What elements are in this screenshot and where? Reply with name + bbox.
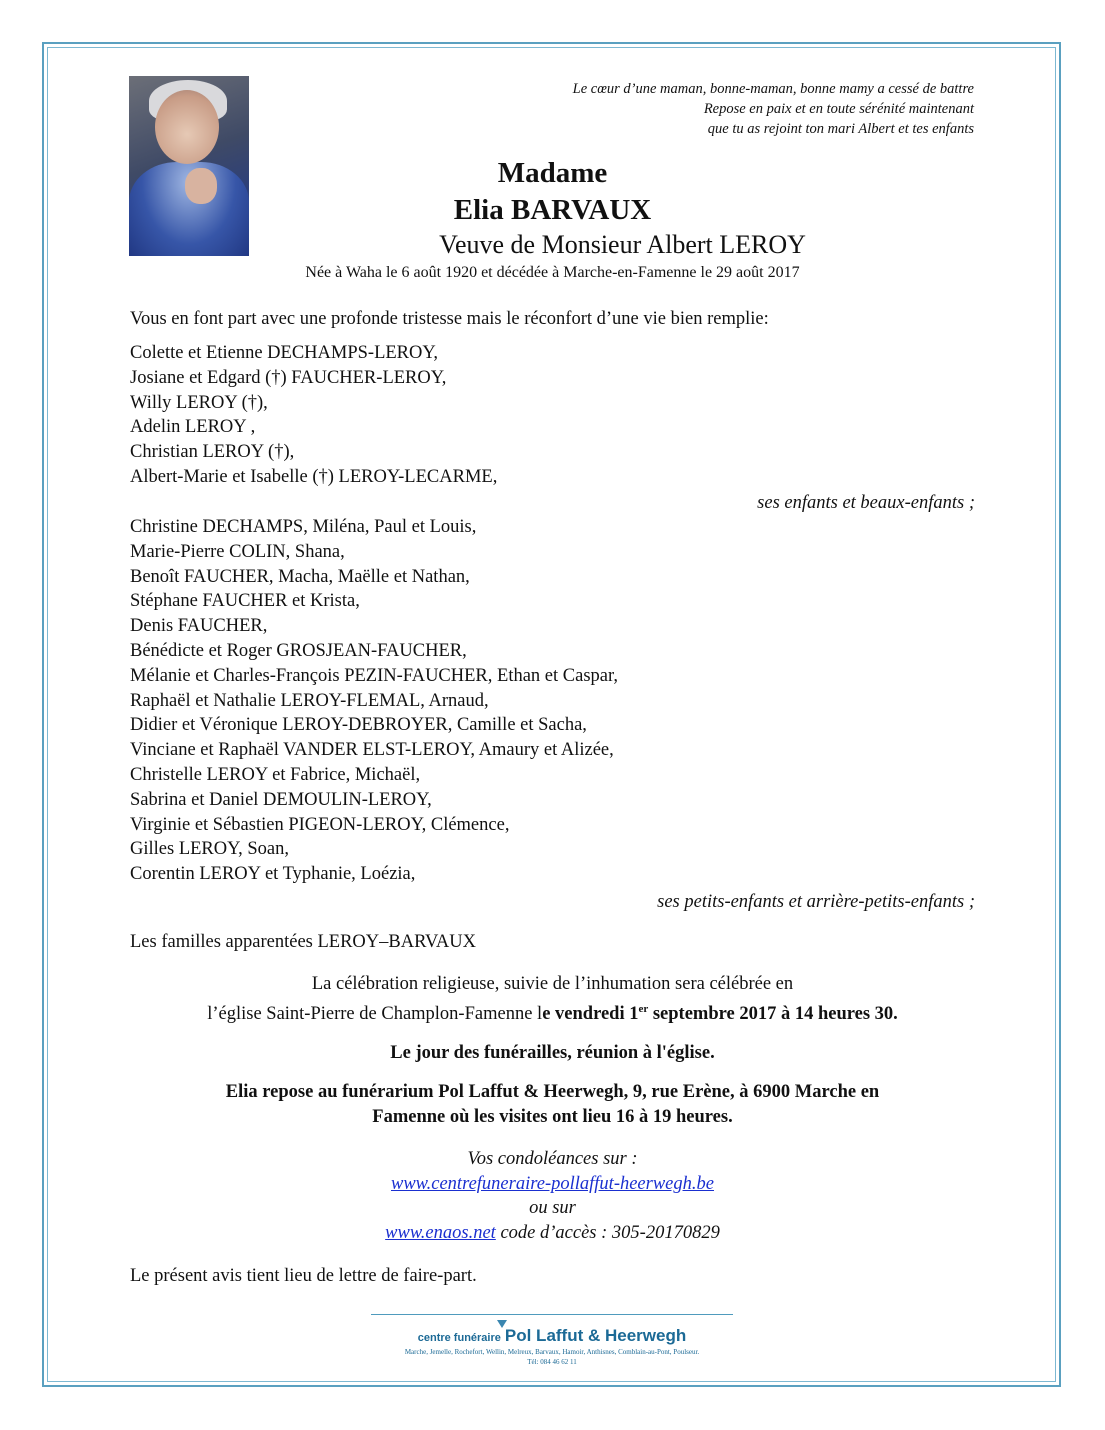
ceremony-place: l’église Saint-Pierre de Champlon-Famenne l <box>207 1004 543 1025</box>
list-item: Adelin LEROY , <box>130 417 256 438</box>
grandchildren-list <box>130 515 618 887</box>
ceremony-date-suffix: er <box>638 1003 649 1015</box>
list-item: Willy LEROY (†), <box>130 392 268 413</box>
list-item: Raphaël et Nathalie LEROY-FLEMAL, Arnaud, <box>130 690 489 711</box>
footer-divider <box>371 1314 733 1315</box>
list-item: Sabrina et Daniel DEMOULIN-LEROY, <box>130 789 432 810</box>
list-item: Bénédicte et Roger GROSJEAN-FAUCHER, <box>130 640 467 661</box>
logo-tagline: centre funéraire <box>417 1332 501 1344</box>
list-item: Corentin LEROY et Typhanie, Loézia, <box>130 864 416 885</box>
access-code: code d’accès : 305-20170829 <box>495 1222 720 1243</box>
list-item: Vinciane et Raphaël VANDER ELST-LEROY, Amaury et Alizée, <box>130 740 614 761</box>
ceremony-line-1: La célébration religieuse, suivie de l’inhumation sera célébrée en <box>311 974 794 994</box>
condolences-link-enaos[interactable]: www.enaos.net <box>385 1222 496 1243</box>
footer-locations: Marche, Jemelle, Rochefort, Wellin, Melreux, Barvaux, Hamoir, Anthisnes, Comblain-au-Pont, Poulseur. <box>404 1348 700 1356</box>
related-families: Les familles apparentées LEROY–BARVAUX <box>130 932 477 952</box>
list-item: Benoît FAUCHER, Macha, Maëlle et Nathan, <box>130 566 470 587</box>
gathering-note: Le jour des funérailles, réunion à l'église. <box>390 1043 715 1063</box>
list-item: Didier et Véronique LEROY-DEBROYER, Camille et Sacha, <box>130 715 587 736</box>
closing-note: Le présent avis tient lieu de lettre de faire-part. <box>130 1266 477 1286</box>
funeral-home-line-2: Famenne où les visites ont lieu 16 à 19 heures. <box>372 1107 733 1127</box>
list-item: Gilles LEROY, Soan, <box>130 839 289 860</box>
funeral-home-info <box>100 1080 1005 1130</box>
birth-death-dates: Née à Waha le 6 août 1920 et décédée à Marche-en-Famenne le 29 août 2017 <box>305 264 800 281</box>
portrait-face <box>155 90 219 164</box>
epigraph-line: Le cœur d’une maman, bonne-maman, bonne mamy a cessé de battre <box>572 81 974 97</box>
epigraph <box>573 79 974 139</box>
condolences-label: Vos condoléances sur : <box>467 1149 638 1169</box>
ceremony-time: septembre 2017 à 14 heures 30. <box>648 1004 898 1025</box>
grandchildren-role: ses petits-enfants et arrière-petits-enfants ; <box>657 892 975 912</box>
deceased-name: Elia BARVAUX <box>453 194 652 226</box>
list-item: Colette et Etienne DECHAMPS-LEROY, <box>130 343 438 363</box>
list-item: Mélanie et Charles-François PEZIN-FAUCHER, Ethan et Caspar, <box>130 665 619 686</box>
widow-line: Veuve de Monsieur Albert LEROY <box>439 230 806 259</box>
portrait-hand <box>185 168 217 204</box>
epigraph-line: que tu as rejoint ton mari Albert et tes enfants <box>707 121 974 137</box>
list-item: Christelle LEROY et Fabrice, Michaël, <box>130 764 421 785</box>
list-item: Josiane et Edgard (†) FAUCHER-LEROY, <box>130 367 447 388</box>
children-list <box>130 341 497 490</box>
ceremony-date: e vendredi 1 <box>542 1004 639 1025</box>
footer-phone: Tél: 084 46 62 11 <box>527 1358 577 1366</box>
list-item: Christine DECHAMPS, Miléna, Paul et Louis, <box>130 517 477 537</box>
condolences-block <box>100 1147 1005 1245</box>
funeral-home-logo <box>371 1326 733 1346</box>
list-item: Virginie et Sébastien PIGEON-LEROY, Clémence, <box>130 814 510 835</box>
ceremony-announcement <box>100 972 1005 1027</box>
list-item: Denis FAUCHER, <box>130 616 268 637</box>
list-item: Christian LEROY (†), <box>130 442 295 463</box>
list-item: Albert-Marie et Isabelle (†) LEROY-LECARME, <box>130 466 498 487</box>
salutation: Madame <box>497 157 608 189</box>
funeral-home-line-1: Elia repose au funérarium Pol Laffut & Heerwegh, 9, rue Erène, à 6900 Marche en <box>225 1082 880 1102</box>
logo-brand-name: Pol Laffut & Heerwegh <box>504 1326 687 1345</box>
portrait-photo <box>129 76 249 256</box>
list-item: Stéphane FAUCHER et Krista, <box>130 591 360 612</box>
children-role: ses enfants et beaux-enfants ; <box>757 493 975 513</box>
intro-text: Vous en font part avec une profonde tristesse mais le réconfort d’une vie bien remplie: <box>130 309 769 329</box>
list-item: Marie-Pierre COLIN, Shana, <box>130 541 345 562</box>
condolences-link-funeral-center[interactable]: www.centrefuneraire-pollaffut-heerwegh.be <box>390 1173 714 1194</box>
epigraph-line: Repose en paix et en toute sérénité maintenant <box>703 101 974 117</box>
condolences-or: ou sur <box>529 1198 576 1218</box>
ceremony-line-2 <box>100 997 1005 1027</box>
